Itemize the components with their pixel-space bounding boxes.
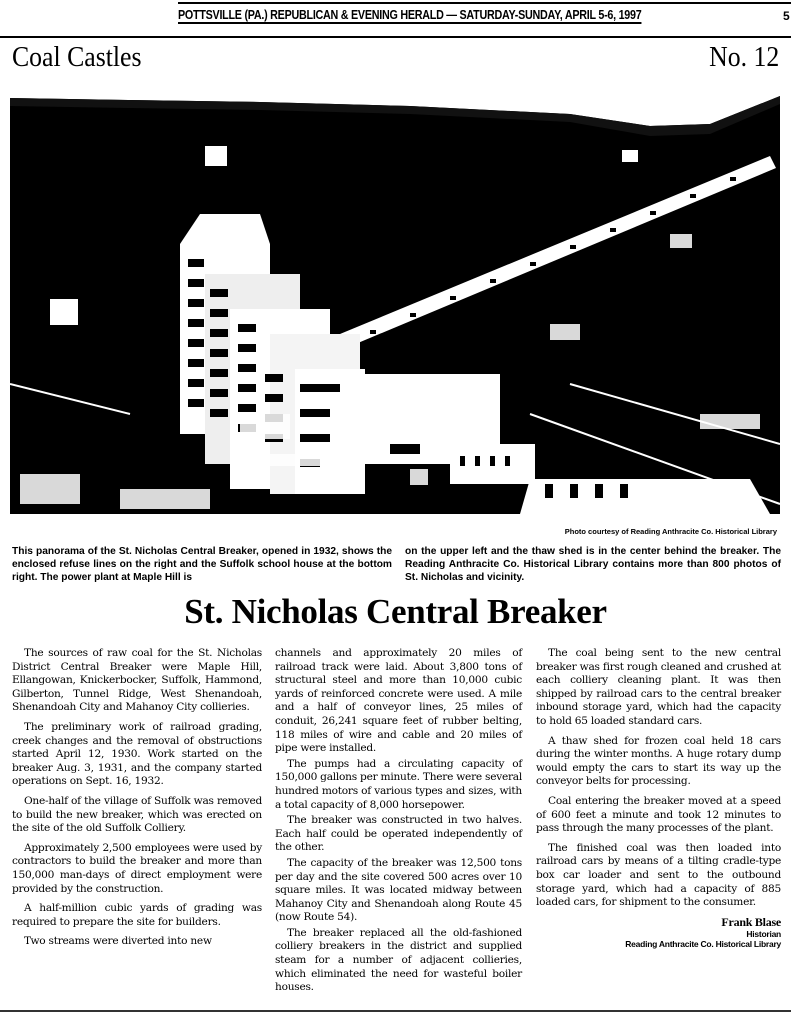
photo-caption-right: on the upper left and the thaw shed is in the center behind the breaker. The Reading Anthracite Co. Historical Library contains more than 800 photos of St. Nicholas and vicinity. xyxy=(405,546,781,583)
paragraph: Two streams were diverted into new xyxy=(24,935,212,948)
article-headline: St. Nicholas Central Breaker xyxy=(184,592,607,631)
series-title: Coal Castles xyxy=(12,42,142,73)
article-column-1 xyxy=(12,647,262,955)
author-signature xyxy=(536,916,781,949)
paragraph: The finished coal was then loaded into railroad cars by means of a tilting cradle-type box car loader and sent to the outbound storage yard, which had a capacity of 885 loaded cars, for shipment to the consumer. xyxy=(536,841,781,909)
paragraph: The breaker was constructed in two halves. Each half could be operated independently of the other. xyxy=(275,814,522,854)
series-number: No. 12 xyxy=(708,42,779,73)
photo-credit: Photo courtesy of Reading Anthracite Co. Historical Library xyxy=(564,527,777,536)
breaker-photo-illustration xyxy=(10,84,780,514)
masthead-text: POTTSVILLE (PA.) REPUBLICAN & EVENING HERALD — SATURDAY-SUNDAY, APRIL 5-6, 1997 xyxy=(178,8,642,22)
smokestack-building xyxy=(205,146,227,166)
paragraph: The pumps had a circulating capacity of 150,000 gallons per minute. There were several hundred motors of various types and sizes, with a total capacity of 8,000 horsepower. xyxy=(275,757,523,811)
paragraph: The preliminary work of railroad grading, creek changes and the removal of obstructions started April 12, 1930. Work started on the breaker Aug. 3, 1931, and the company started operations on Sept. 16, 1932. xyxy=(12,720,262,788)
paragraph: One-half of the village of Suffolk was removed to build the new breaker, which was erected on the site of the old Suffolk Colliery. xyxy=(12,794,262,835)
paragraph: The coal being sent to the new central breaker was first rough cleaned and crushed at each colliery cleaning plant. It was then shipped by railroad cars to the central breaker inbound storage yard, which had the capacity to hold 65 loaded standard cars. xyxy=(536,647,781,727)
top-rule xyxy=(178,2,791,4)
breaker-photo xyxy=(10,84,780,514)
photo-caption-left: This panorama of the St. Nicholas Central Breaker, opened in 1932, shows the enclosed refuse lines on the right and the Suffolk school house at the bottom right. The power plant at Maple Hill is xyxy=(12,546,392,583)
page-number: 5 xyxy=(783,9,790,23)
hillside-building xyxy=(622,150,638,162)
masthead xyxy=(178,8,705,30)
article-column-3 xyxy=(536,647,781,949)
school-house xyxy=(520,479,770,514)
power-plant xyxy=(50,299,78,325)
paragraph: A thaw shed for frozen coal held 18 cars during the winter months. A huge rotary dump would empty the cars to start its way up the conveyor belts for processing. xyxy=(536,734,781,788)
paragraph: The breaker replaced all the old-fashioned colliery breakers in the district and supplied steam for a number of adjacent collieries, which eliminated the need for wasteful boiler houses. xyxy=(275,926,522,994)
paragraph: A half-million cubic yards of grading was required to prepare the site for builders. xyxy=(12,902,262,928)
paragraph: The capacity of the breaker was 12,500 tons per day and the site covered 500 acres over 10 square miles. It was located midway between Mahanoy City and Shenandoah along Route 45 (now Route 54). xyxy=(275,856,522,924)
paragraph: Approximately 2,500 employees were used by contractors to build the breaker and more than 150,000 man-days of direct employment were provided by the construction. xyxy=(12,841,262,895)
author-organization: Reading Anthracite Co. Historical Library xyxy=(625,938,781,949)
bottom-rule xyxy=(0,1010,791,1012)
paragraph: channels and approximately 20 miles of railroad track were laid. About 3,800 tons of structural steel and more than 10,000 cubic yards of reinforced concrete were used. A mile and a half of conveyor lines, 25 miles of conduit, 26,241 square feet of rubber belting, 118 miles of wire and cable and 20 miles of pipe were installed. xyxy=(275,647,522,755)
author-title: Historian xyxy=(746,928,781,939)
author-name: Frank Blase xyxy=(721,914,781,929)
masthead-rule xyxy=(0,36,791,38)
paragraph: The sources of raw coal for the St. Nicholas District Central Breaker were Maple Hill, Ellangowan, Knickerbocker, Suffolk, Hammond, Gilberton, Tunnel Ridge, West Shenandoah, Shenandoah City and Mahanoy City collieries. xyxy=(12,647,262,714)
paragraph: Coal entering the breaker moved at a speed of 600 feet a minute and took 12 minutes to pass through the many processes of the plant. xyxy=(536,794,781,835)
article-column-2 xyxy=(275,647,522,997)
